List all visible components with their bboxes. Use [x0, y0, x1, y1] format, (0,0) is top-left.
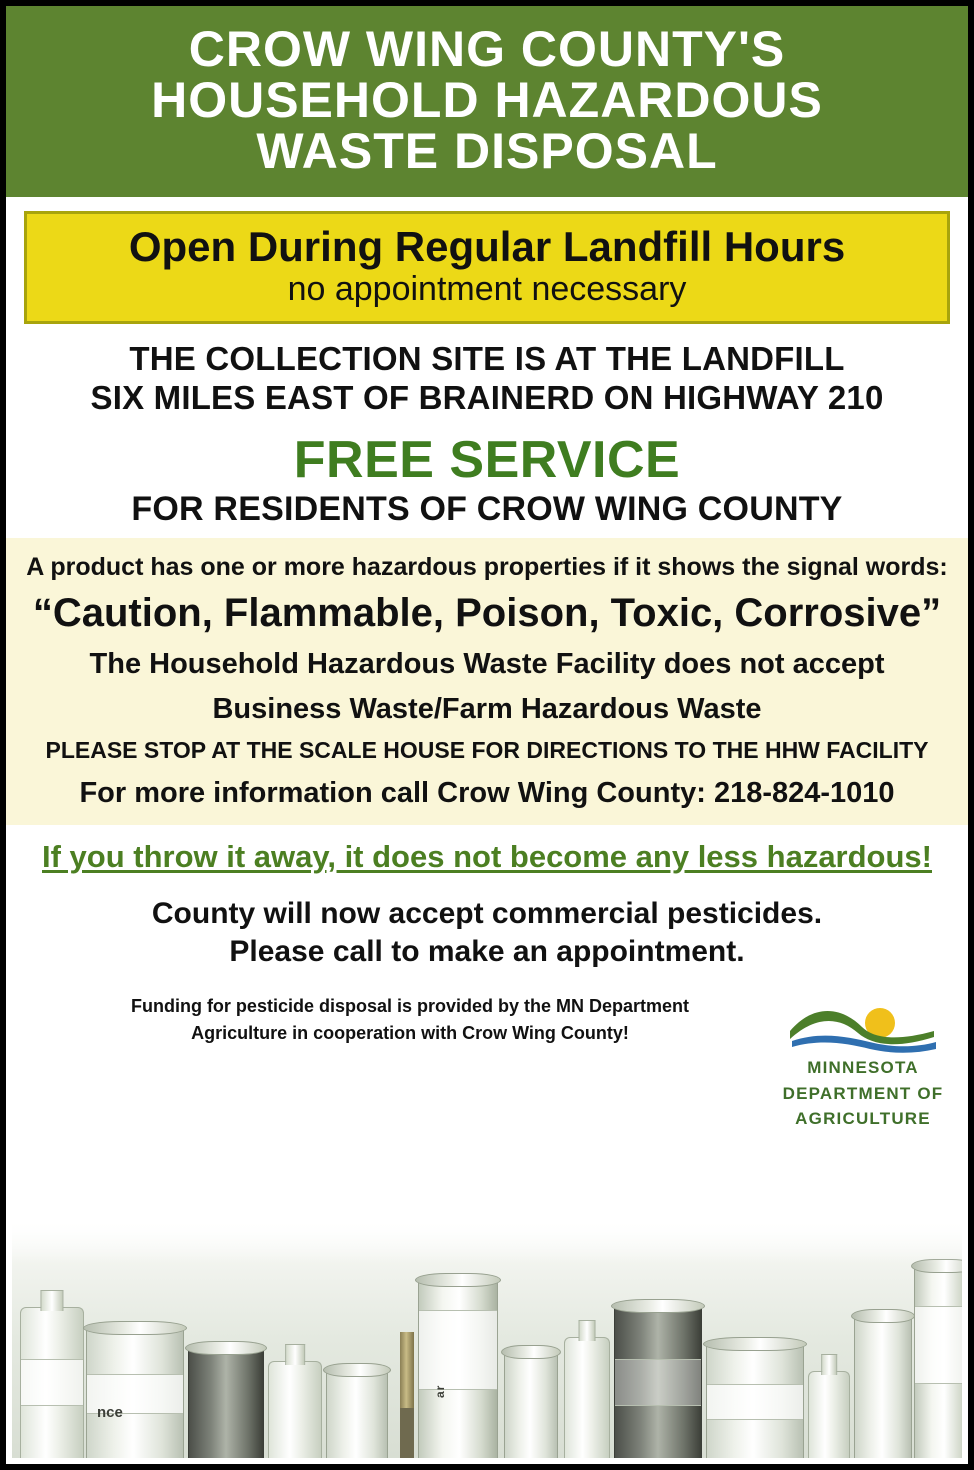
funding-line-1: Funding for pesticide disposal is provided by the MN Department [130, 996, 690, 1017]
photo-can-lid [323, 1363, 391, 1377]
collection-site-info [6, 330, 968, 422]
photo-bottle-neck [821, 1354, 837, 1375]
photo-bucket-lid [703, 1337, 807, 1351]
pesticide-line-1: County will now accept commercial pesticides. [151, 896, 823, 930]
header-line-3: WASTE DISPOSAL [256, 123, 718, 179]
tagline-text: If you throw it away, it does not become any less hazardous! [42, 838, 932, 874]
pesticide-line-2: Please call to make an appointment. [229, 934, 745, 968]
hazardous-containers-photo [12, 1218, 962, 1458]
photo-can-label [915, 1306, 962, 1384]
photo-can-lid [83, 1321, 187, 1335]
photo-can-label [419, 1310, 497, 1389]
hours-subline: no appointment necessary [287, 270, 687, 309]
signal-words-list: “Caution, Flammable, Poison, Toxic, Corrosive” [32, 591, 942, 636]
photo-brush-handle [400, 1332, 414, 1408]
photo-bottle-neck [285, 1344, 305, 1365]
photo-can [326, 1371, 388, 1458]
header-line-1: CROW WING COUNTY'S [188, 21, 786, 77]
photo-can-lid [501, 1345, 561, 1359]
mda-logo-line-2: DEPARTMENT OF [782, 1083, 944, 1103]
mda-logo-line-1: MINNESOTA [807, 1058, 919, 1078]
photo-bottle-neck [40, 1290, 63, 1311]
not-accepted-intro: The Household Hazardous Waste Facility does not accept [89, 648, 885, 681]
photo-can-lid [415, 1273, 501, 1287]
free-service-block [6, 422, 968, 538]
photo-bottle-label [21, 1359, 83, 1406]
header-line-2: HOUSEHOLD HAZARDOUS [151, 72, 823, 128]
funding-line-2: Agriculture in cooperation with Crow Wing County! [191, 1023, 629, 1044]
photo-bucket [706, 1345, 804, 1458]
tagline-block [6, 825, 968, 881]
site-info-line-1: THE COLLECTION SITE IS AT THE LANDFILL [129, 339, 845, 377]
hours-box-wrapper [6, 197, 968, 330]
hazard-info-panel [6, 538, 968, 824]
photo-can [914, 1267, 962, 1458]
signal-words-intro: A product has one or more hazardous properties if it shows the signal words: [26, 553, 948, 582]
photo-can [86, 1329, 184, 1458]
pesticide-notice [6, 881, 968, 972]
photo-can [854, 1317, 912, 1458]
photo-can-lid [851, 1309, 915, 1323]
hours-headline: Open During Regular Landfill Hours [128, 223, 846, 270]
photo-top-fade [12, 1218, 962, 1264]
photo-can-text: ar [433, 1384, 447, 1398]
photo-can-label [615, 1359, 701, 1406]
photo-can [418, 1281, 498, 1458]
site-info-line-2: SIX MILES EAST OF BRAINERD ON HIGHWAY 210 [90, 378, 884, 416]
photo-bottle [564, 1337, 610, 1458]
free-service-subline: FOR RESIDENTS OF CROW WING COUNTY [131, 489, 843, 528]
photo-can-text: nce [97, 1404, 123, 1422]
photo-bottle [808, 1371, 850, 1458]
photo-bottle [268, 1361, 322, 1458]
not-accepted-items: Business Waste/Farm Hazardous Waste [212, 693, 762, 726]
photo-can-lid [611, 1299, 705, 1313]
mda-logo-line-3: AGRICULTURE [795, 1108, 931, 1128]
mda-logo-mark [788, 997, 938, 1053]
photo-can [188, 1349, 264, 1458]
photo-paint-brush [400, 1332, 414, 1458]
contact-phone-line: For more information call Crow Wing County: 218-824-1010 [79, 777, 895, 810]
funding-row [6, 971, 968, 1129]
free-service-headline: FREE SERVICE [293, 430, 681, 489]
photo-bucket-label [707, 1384, 803, 1420]
mda-logo [778, 993, 948, 1129]
photo-can-lid [185, 1341, 267, 1355]
hours-box [24, 211, 950, 324]
funding-text [62, 993, 758, 1047]
scale-house-notice: PLEASE STOP AT THE SCALE HOUSE FOR DIRECTIONS TO THE HHW FACILITY [45, 736, 929, 763]
photo-bottle-neck [579, 1320, 596, 1341]
photo-bottle [20, 1307, 84, 1458]
poster-header [6, 6, 968, 197]
photo-can [504, 1353, 558, 1458]
photo-can [614, 1307, 702, 1458]
